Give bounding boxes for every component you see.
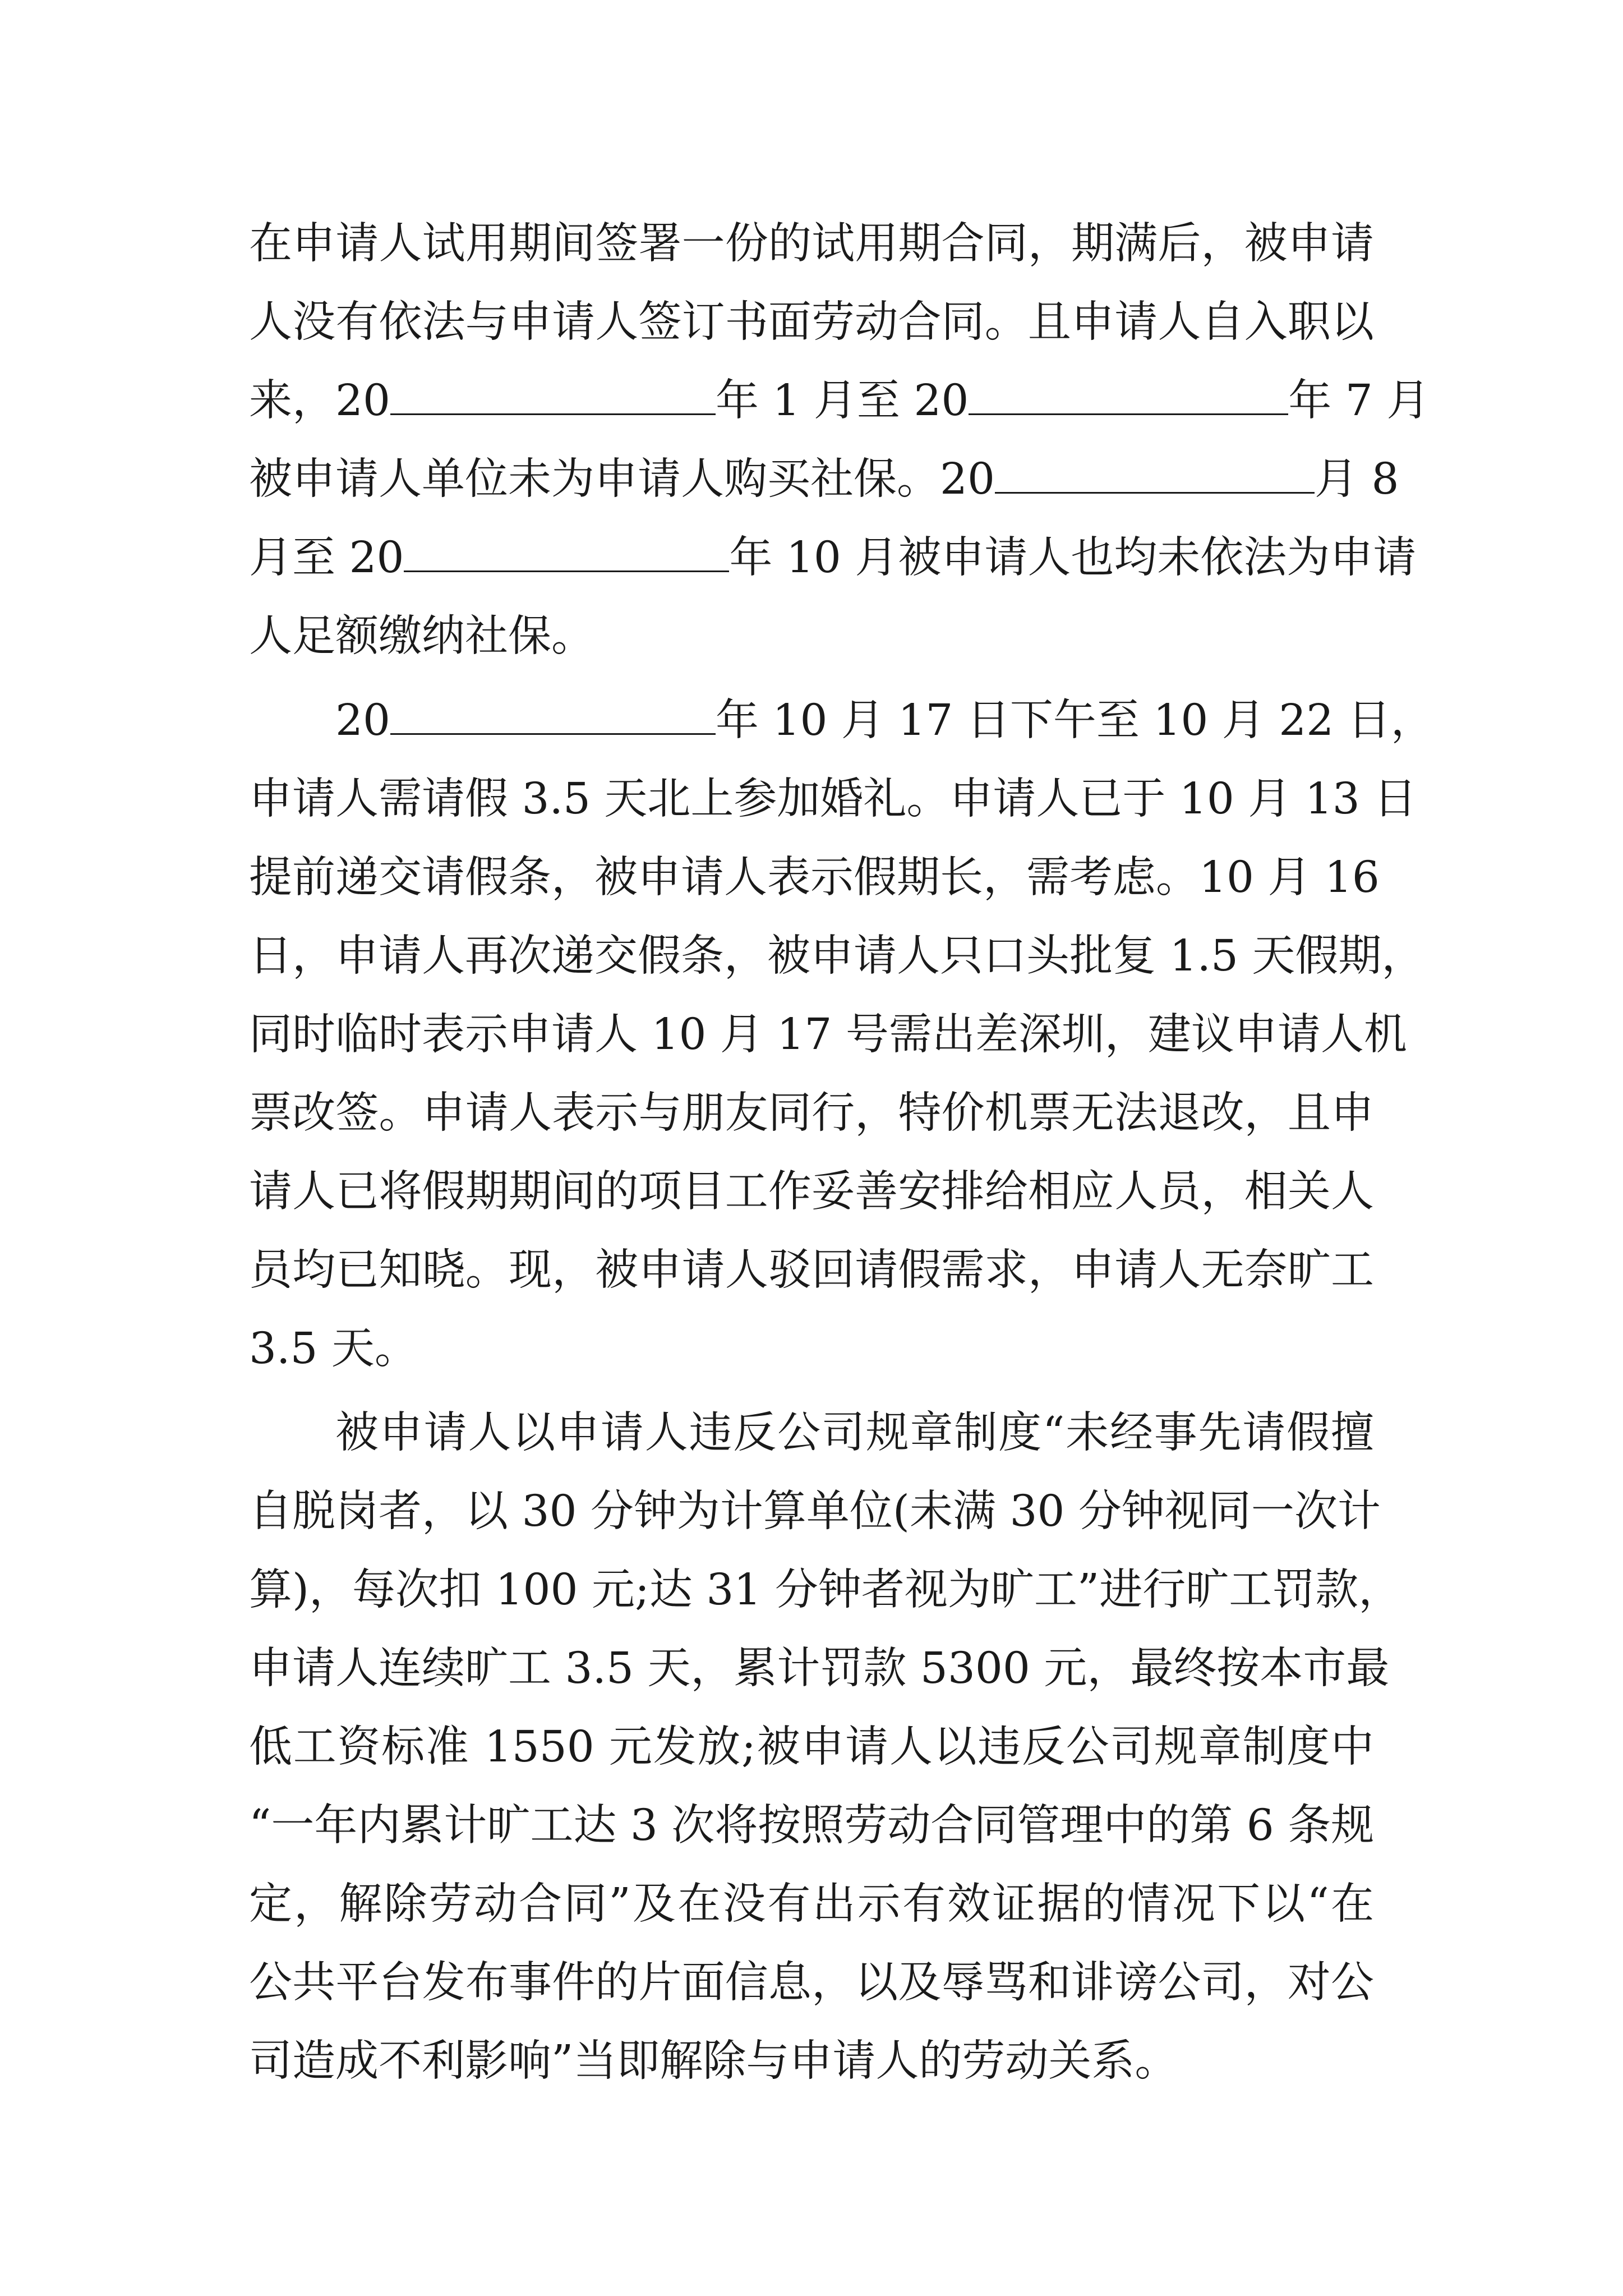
text-line: 自脱岗者，以 30 分钟为计算单位(未满 30 分钟视同一次计 (249, 1487, 1381, 1536)
fill-in-blank[interactable] (404, 530, 729, 572)
paragraph-1 (249, 205, 1430, 676)
text-line: 提前递交请假条，被申请人表示假期长，需考虑。10 月 16 (249, 853, 1380, 903)
text-line: 人没有依法与申请人签订书面劳动合同。且申请人自入职以 (249, 297, 1374, 347)
text-line: 3.5 天。 (249, 1324, 418, 1374)
text-line: 申请人连续旷工 3.5 天，累计罚款 5300 元，最终按本市最 (249, 1644, 1390, 1694)
text-segment: 来，20 (249, 376, 390, 426)
text-segment: 年 10 月被申请人也均未依法为申请 (729, 533, 1417, 583)
text-segment: 被申请人单位未为申请人购买社保。20 (249, 454, 995, 504)
fill-in-blank[interactable] (969, 372, 1288, 415)
text-line (249, 362, 1430, 440)
document-body (249, 205, 1434, 2101)
text-segment: 20 (335, 696, 390, 746)
text-segment: 年 7 月 (1288, 376, 1430, 426)
text-line: 被申请人以申请人违反公司规章制度“未经事先请假擅 (335, 1408, 1374, 1458)
text-line: 同时临时表示申请人 10 月 17 号需出差深圳，建议申请人机 (249, 1010, 1407, 1060)
text-segment: 年 10 月 17 日下午至 10 月 22 日， (715, 696, 1434, 746)
text-line: 公共平台发布事件的片面信息，以及辱骂和诽谤公司，对公 (249, 1958, 1374, 2008)
text-segment: 年 1 月至 20 (715, 376, 969, 426)
text-segment: 月 8 (1314, 454, 1399, 504)
text-line: 人足额缴纳社保。 (249, 611, 594, 661)
text-line (249, 519, 1417, 597)
fill-in-blank[interactable] (390, 372, 716, 415)
text-line: “一年内累计旷工达 3 次将按照劳动合同管理中的第 6 条规 (249, 1801, 1375, 1851)
text-line: 在申请人试用期间签署一份的试用期合同，期满后，被申请 (249, 219, 1374, 269)
text-line: 算)，每次扣 100 元;达 31 分钟者视为旷工”进行旷工罚款， (249, 1565, 1402, 1615)
text-line: 申请人需请假 3.5 天北上参加婚礼。申请人已于 10 月 13 日 (249, 774, 1417, 824)
fill-in-blank[interactable] (995, 451, 1315, 494)
text-line: 低工资标准 1550 元发放;被申请人以违反公司规章制度中 (249, 1722, 1374, 1772)
text-line (249, 440, 1399, 519)
text-line: 票改签。申请人表示与朋友同行，特价机票无法退改，且申 (249, 1088, 1374, 1138)
text-line (249, 682, 1434, 760)
text-line: 员均已知晓。现，被申请人驳回请假需求，申请人无奈旷工 (249, 1245, 1374, 1295)
text-line: 定，解除劳动合同”及在没有出示有效证据的情况下以“在 (249, 1879, 1374, 1929)
paragraph-3 (249, 1394, 1402, 2101)
text-segment: 月至 20 (249, 533, 404, 583)
fill-in-blank[interactable] (390, 692, 716, 735)
text-line: 日，申请人再次递交假条，被申请人只口头批复 1.5 天假期， (249, 931, 1425, 981)
paragraph-2 (249, 682, 1434, 1388)
text-line: 司造成不利影响”当即解除与申请人的劳动关系。 (249, 2036, 1178, 2086)
text-line: 请人已将假期期间的项目工作妥善安排给相应人员，相关人 (249, 1167, 1374, 1217)
